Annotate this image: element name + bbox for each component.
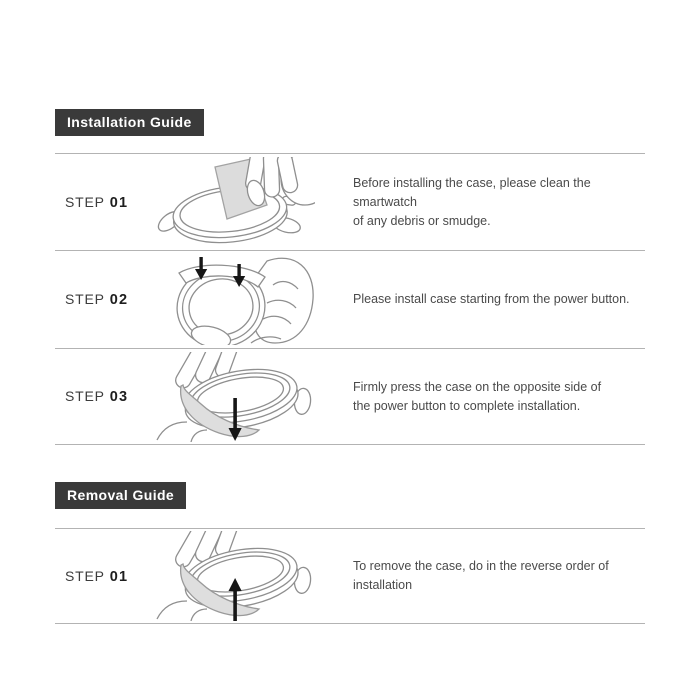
step-number: 01 (109, 568, 129, 585)
installation-guide-badge: Installation Guide (55, 109, 204, 136)
remove-case-illustration (155, 529, 315, 623)
removal-step-1-row (55, 528, 645, 623)
install-step-3-row (55, 348, 645, 444)
step-label (55, 388, 155, 405)
step-label (55, 291, 155, 308)
install-step-2-row (55, 250, 645, 348)
description-line: of any debris or smudge. (353, 213, 491, 228)
install-case-icon (155, 255, 315, 345)
step-description (315, 290, 645, 309)
step-number: 02 (109, 292, 129, 308)
remove-case-icon (155, 531, 315, 621)
description-line: the power button to complete installation. (353, 398, 581, 413)
step-description (315, 378, 645, 416)
step-description (315, 557, 645, 595)
step-number: 01 (109, 194, 129, 211)
press-case-illustration (155, 349, 315, 444)
description-line: Before installing the case, please clean the smartwatch (353, 175, 591, 209)
press-case-icon (155, 352, 315, 442)
description-line: Please install case starting from the power button. (353, 292, 630, 306)
step-number: 03 (109, 389, 129, 405)
removal-guide-badge: Removal Guide (55, 482, 186, 509)
clean-smartwatch-illustration (155, 154, 315, 250)
description-line: Firmly press the case on the opposite side of (353, 379, 602, 394)
step-word: STEP (65, 193, 105, 210)
install-case-illustration (155, 251, 315, 348)
step-word: STEP (65, 567, 105, 584)
install-step-1-row (55, 153, 645, 250)
step-label (55, 568, 155, 585)
step-word: STEP (65, 291, 105, 307)
description-line: To remove the case, do in the reverse order of installation (353, 559, 609, 592)
removal-guide-section (55, 528, 645, 624)
step-description (315, 174, 645, 231)
step-word: STEP (65, 388, 105, 404)
installation-guide-section (55, 153, 645, 445)
step-label (55, 194, 155, 211)
clean-smartwatch-icon (155, 157, 315, 247)
